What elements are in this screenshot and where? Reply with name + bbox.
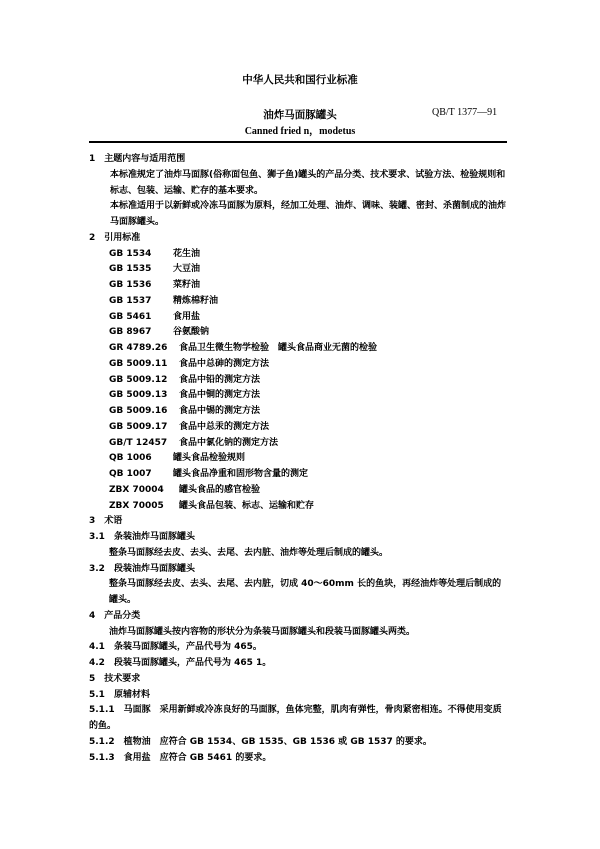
reference-item bbox=[89, 499, 509, 515]
subsection-item: 4.1 条装马面豚罐头，产品代号为 465。 bbox=[89, 642, 262, 653]
reference-title: 食品中铅的测定方法 bbox=[179, 374, 261, 385]
reference-item bbox=[89, 357, 509, 373]
reference-title: 食品中总砷的测定方法 bbox=[179, 358, 270, 369]
reference-item bbox=[89, 294, 509, 310]
reference-code: GB 5009.11 bbox=[109, 358, 168, 369]
reference-item bbox=[89, 451, 509, 467]
header-rule bbox=[89, 141, 507, 143]
standard-code: QB/T 1377—91 bbox=[432, 107, 498, 118]
reference-title: 大豆油 bbox=[173, 264, 201, 275]
section-heading: 5 技术要求 bbox=[89, 673, 141, 684]
document-title-cn: 油炸马面豚罐头 bbox=[263, 109, 337, 121]
reference-title: 食品卫生微生物学检验 罐头食品商业无菌的检验 bbox=[179, 343, 378, 353]
paragraph: 5.1.3 食用盐 应符合 GB 5461 的要求。 bbox=[89, 752, 272, 763]
reference-item bbox=[89, 404, 509, 420]
paragraph: 5.1.1 马面豚 采用新鲜或冷冻良好的马面豚，鱼体完整，肌肉有弹性，骨肉紧密相连。不得使用变质的鱼。 bbox=[89, 705, 502, 731]
reference-title: 食品中锡的测定方法 bbox=[179, 406, 261, 416]
reference-code: QB 1007 bbox=[109, 469, 152, 479]
reference-code: GB 5009.16 bbox=[109, 406, 168, 416]
reference-title: 谷氨酸钠 bbox=[173, 327, 210, 338]
reference-code: GB 5461 bbox=[109, 311, 152, 322]
paragraph: 整条马面豚经去皮、去头、去尾、去内脏，切成 40～60mm 长的鱼块，再经油炸等处理后制成的罐头。 bbox=[109, 579, 502, 605]
reference-code: GB 1537 bbox=[109, 295, 152, 306]
reference-code: ZBX 70005 bbox=[109, 500, 164, 511]
reference-item bbox=[89, 373, 509, 389]
paragraph: 本标准规定了油炸马面豚(俗称面包鱼、狮子鱼)罐头的产品分类、技术要求、试验方法、检验规则和标志、包装、运输、贮存的基本要求。 bbox=[110, 169, 506, 196]
reference-title: 花生油 bbox=[173, 248, 201, 259]
reference-item bbox=[89, 436, 509, 452]
section-heading: 3 术语 bbox=[89, 516, 123, 527]
paragraph: 油炸马面豚罐头按内容物的形状分为条装马面豚罐头和段装马面豚罐头两类。 bbox=[109, 626, 416, 637]
reference-code: GB/T 12457 bbox=[109, 437, 168, 448]
reference-code: GB 5009.12 bbox=[109, 374, 168, 385]
reference-title: 罐头食品检验规则 bbox=[173, 453, 246, 464]
standard-name: 中华人民共和国行业标准 bbox=[242, 74, 358, 86]
reference-item bbox=[89, 388, 509, 404]
reference-title: 罐头食品净重和固形物含量的测定 bbox=[173, 469, 309, 479]
reference-title: 罐头食品包装、标志、运输和贮存 bbox=[179, 500, 315, 511]
paragraph: 本标准适用于以新鲜或冷冻马面豚为原料，经加工处理、油炸、调味、装罐、密封、杀菌制成的油炸马面豚罐头。 bbox=[110, 201, 507, 227]
reference-title: 罐头食品的感官检验 bbox=[179, 484, 261, 495]
reference-item bbox=[89, 310, 509, 326]
reference-code: GB 1535 bbox=[109, 264, 152, 275]
section-heading: 2 引用标准 bbox=[89, 232, 141, 243]
subsection-item: 4.2 段装马面豚罐头，产品代号为 465 1。 bbox=[89, 658, 272, 668]
subsection-heading: 3.2 段装油炸马面豚罐头 bbox=[89, 563, 195, 574]
reference-item bbox=[89, 325, 509, 341]
reference-code: ZBX 70004 bbox=[109, 484, 164, 495]
reference-item bbox=[89, 420, 509, 436]
reference-title: 食品中氯化钠的测定方法 bbox=[179, 437, 279, 448]
reference-title: 食品中总汞的测定方法 bbox=[179, 421, 270, 432]
paragraph: 整条马面豚经去皮、去头、去尾、去内脏、油炸等处理后制成的罐头。 bbox=[109, 547, 389, 558]
reference-title: 菜籽油 bbox=[173, 280, 201, 290]
reference-title: 食品中铜的测定方法 bbox=[179, 390, 261, 401]
subsection-heading: 3.1 条装油炸马面豚罐头 bbox=[89, 532, 195, 542]
reference-title: 精炼棉籽油 bbox=[173, 295, 219, 306]
reference-item bbox=[89, 341, 509, 357]
reference-title: 食用盐 bbox=[173, 311, 201, 322]
section-heading: 1 主题内容与适用范围 bbox=[89, 154, 186, 164]
subsection-heading: 5.1 原辅材料 bbox=[89, 689, 150, 700]
reference-code: GB 1534 bbox=[109, 248, 152, 259]
reference-code: GB 5009.13 bbox=[109, 390, 168, 401]
reference-item bbox=[89, 262, 509, 278]
reference-item bbox=[89, 483, 509, 499]
reference-code: QB 1006 bbox=[109, 453, 152, 464]
reference-item bbox=[89, 278, 509, 294]
reference-item bbox=[89, 467, 509, 483]
document-title-en: Canned fried n，modetus bbox=[244, 126, 356, 137]
document-body bbox=[89, 152, 509, 766]
reference-code: GB 5009.17 bbox=[109, 421, 168, 432]
reference-code: GB 1536 bbox=[109, 280, 152, 290]
reference-item bbox=[89, 247, 509, 263]
section-heading: 4 产品分类 bbox=[89, 610, 141, 621]
reference-code: GB 8967 bbox=[109, 327, 152, 338]
reference-code: GR 4789.26 bbox=[109, 343, 168, 353]
paragraph: 5.1.2 植物油 应符合 GB 1534、GB 1535、GB 1536 或 GB 1537 的要求。 bbox=[89, 736, 432, 747]
